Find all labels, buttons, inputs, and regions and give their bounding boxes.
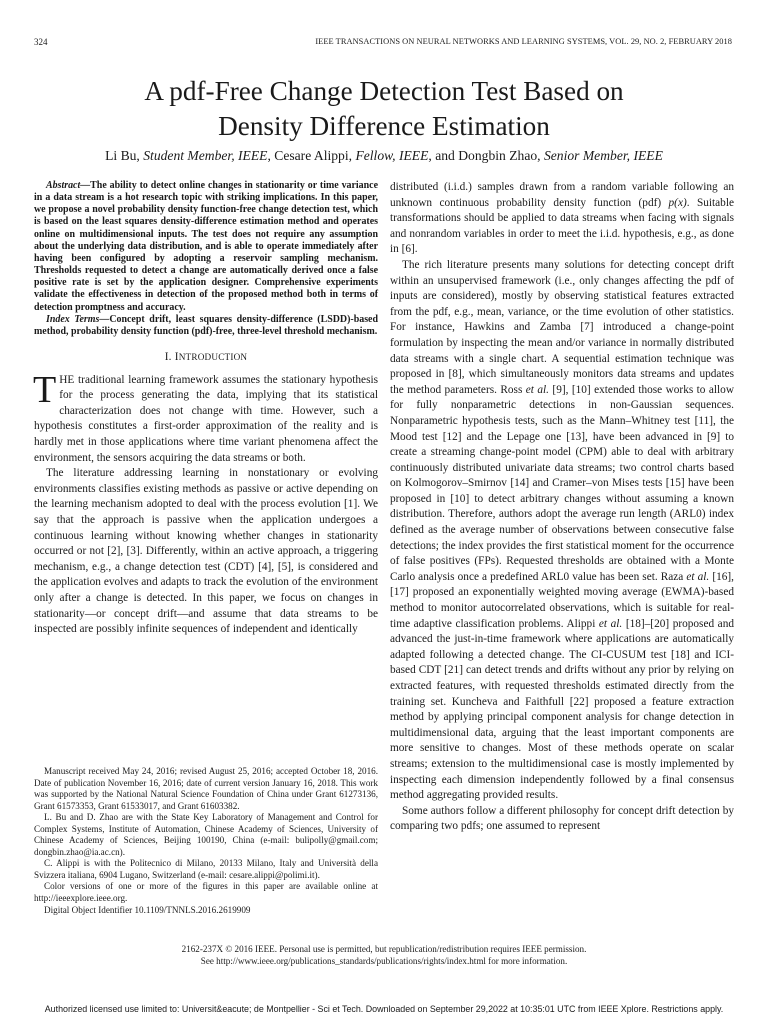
journal-header: IEEE TRANSACTIONS ON NEURAL NETWORKS AND LEARNING SYSTEMS, VOL. 29, NO. 2, FEBRUARY 2018: [315, 37, 732, 46]
math-px: p(x): [668, 196, 687, 209]
footnote-affiliation-1: L. Bu and D. Zhao are with the State Key Laboratory of Management and Control for Complex Systems, Institute of Automation, Chinese Academy of Sciences, University of Chinese Academy of Sciences, Beijing 100190, China (e-mail: bulipolly@gmail.com; dongbin.zhao@ia.ac.cn).: [34, 812, 378, 857]
abstract-text: The ability to detect online changes in stationarity or time variance in a data stream is a hot research topic with striking implications. In this paper, we propose a novel probability density function-free change detection test, which is based on the least squares density-difference estimation method and operates online on multidimensional inputs. The test does not require any assumption about the underlying data distribution, and is able to operate immediately after having been configured by adopting a reservoir sampling mechanism. Thresholds requested to detect a change are automatically derived once a false positive rate is set by the application designer. Comprehensive experiments validate the effectiveness in detection of the proposed method both in terms of detection promptness and accuracy.: [34, 180, 378, 313]
page-number: 324: [34, 37, 48, 47]
section-number: I.: [164, 351, 172, 364]
left-column: [34, 180, 378, 638]
right-p2-text-a: The rich literature presents many solutions for detecting concept drift within an unsupervised framework (i.e., only changes affecting the pdf of inputs are considered), mostly by observing statistical features extracted from the pdf, e.g., mean, variance, or the time evolution of other statistics. For instance, Hawkins and Zamba [7] introduced a change-point formulation by inspecting the mean and/or variance in normally distributed data streams with a single chart. A sequential estimation technique was proposed in [8], which simultaneously monitors data streams and updates the method parameters. Ross: [390, 258, 734, 396]
author-2: , Cesare Alippi,: [267, 148, 353, 163]
right-p1-text-b: . Suitable transformations should be applied to data streams when facing with signals and nonrandom variables in order to meet the i.i.d. hypothesis, e.g., as done in [6].: [390, 196, 734, 256]
right-paragraph-1: [390, 180, 734, 258]
footnote-doi: Digital Object Identifier 10.1109/TNNLS.2016.2619909: [44, 904, 251, 915]
et-al: et al.: [598, 617, 623, 630]
section-heading-introduction: [34, 350, 378, 366]
index-terms-label: Index Terms—: [46, 313, 110, 325]
right-paragraph-2: [390, 258, 734, 804]
copyright-notice: [34, 943, 734, 967]
copyright-line-2: See http://www.ieee.org/publications_standards/publications/rights/index.html for more information.: [200, 956, 568, 966]
right-p2-text-b: [9], [10] extended those works to allow for fully nonparametric detections in non-Gaussian sequences. Nonparametric hypothesis tests, such as the Mann–Whitney test [11], the Mood test [12] and the Lepage one [13], have been advanced in [9] to create a streaming change-point model (CPM) able to deal with arbitrary continuously distributed univariate data streams; two control charts based on Kolmogorov–Smirnov [14] and Cramer–von Mises tests [15] have been proposed in [10] to detect arbitrary changes without assuming a known distribution. Therefore, authors adopt the average run length (ARL0) index defined as the average number of observations between consecutive false detections; the index provides the first statistical moment for the occurrence of false positives (FPs). Requested thresholds are obtained with a Monte Carlo analysis once a predefined ARL0 value has been set. Raza: [390, 383, 734, 583]
intro-paragraph-1: [33, 368, 378, 467]
copyright-line-1: 2162-237X © 2016 IEEE. Personal use is permitted, but republication/redistribution requires IEEE permission.: [181, 944, 587, 954]
author-3: , and Dongbin Zhao,: [428, 148, 541, 163]
drop-cap: T: [33, 368, 57, 411]
section-title-rest: NTRODUCTION: [178, 352, 248, 363]
right-p2-text-c: [16], [17] proposed an exponentially weighted moving average (EWMA)-based method to monitor autocorrelated observations, which is suitable for real-time adaptive classification problems. Alippi: [390, 570, 734, 630]
author-2-role: Fellow, IEEE: [355, 148, 429, 163]
abstract-label: Abstract—: [46, 180, 91, 191]
right-paragraph-3: Some authors follow a different philosophy for concept drift detection by comparing two pdfs; one assumed to represent: [390, 804, 734, 833]
right-p1-text-a: distributed (i.i.d.) samples drawn from a random variable following an unknown continuous probability density function (pdf): [390, 181, 734, 209]
author-1: Li Bu,: [105, 148, 140, 163]
title-line-1: A pdf-Free Change Detection Test Based on: [144, 76, 624, 106]
et-al: et al.: [525, 383, 549, 396]
author-3-role: Senior Member, IEEE: [543, 148, 663, 163]
intro-paragraph-1-text: HE traditional learning framework assumes the stationary hypothesis for the process generating the data, implying that its statistical characterization does not change with time. However, such a hypothesis constitutes a first-order approximation of the reality and is hardly met in those applications where time variant phenomena affect the environment, the sensors acquiring the data streams or both.: [34, 373, 378, 464]
index-terms-text: Concept drift, least squares density-difference (LSDD)-based method, probability density function (pdf)-free, three-level threshold mechanism.: [34, 313, 378, 337]
intro-paragraph-2: The literature addressing learning in nonstationary or evolving environments classifies existing methods as passive or active depending on the learning mechanism adopted to deal with the process evolution [1]. We say that the approach is passive when the application undergoes a continuous learning without knowing whether changes in stationarity occurred or not [2], [3]. Differently, within an active approach, a triggering mechanism, e.g., a change detection test (CDT) [4], [5], is considered and the application evolves and adapts to track the evolution of the environment only after a change is detected. In this paper, we focus on changes in stationarity—or concept drift—and assume that data streams to be inspected are possibly infinite sequences of independent and identically: [34, 467, 378, 636]
footnotes: [34, 766, 378, 916]
et-al: et al.: [686, 570, 710, 583]
index-terms: [34, 314, 378, 338]
author-1-role: Student Member, IEEE: [143, 148, 268, 163]
abstract: [34, 180, 378, 314]
right-column: [390, 180, 734, 835]
footnote-manuscript: Manuscript received May 24, 2016; revised August 25, 2016; accepted October 18, 2016. Date of publication November 16, 2016; date of current version January 16, 2018. This work was supported by the National Natural Science Foundation of China under Grant 61273136, Grant 61573353, Grant 61533017, and Grant 61603382.: [34, 766, 378, 811]
right-p2-text-d: [18]–[20] proposed and advanced the just-in-time framework where applications are automatically adapted following a detected change. The CI-CUSUM test [18] and ICI-based CDT [21] can detect trends and drifts without any prior by relying on extracted features, with requested thresholds estimated directly from the training set. Kuncheva and Faithfull [22] proposed a feature extraction method by applying principal component analysis for change detection in multidimensional data, arguing that the least important components are more sensitive to changes. Most of these methods operate on scalar streams; extension to the multidimensional case is mostly implemented by inspecting each dimension independently followed by a final consensus method aggregating provided results.: [390, 617, 734, 802]
paper-title: [40, 74, 728, 144]
section-title-first-letter: I: [174, 351, 179, 364]
author-list: [40, 148, 728, 164]
authorized-use-footer: Authorized licensed use limited to: Universit&eacute; de Montpellier - Sci et Tech. Downloaded on September 29,2022 at 10:35:01 UTC from IEEE Xplore. Restrictions apply.: [44, 1004, 724, 1014]
title-line-2: Density Difference Estimation: [218, 111, 550, 141]
footnote-color: Color versions of one or more of the figures in this paper are available online at http://ieeexplore.ieee.org.: [34, 881, 378, 904]
footnote-affiliation-2: C. Alippi is with the Politecnico di Milano, 20133 Milano, Italy and Università della Svizzera italiana, 6904 Lugano, Switzerland (e-mail: cesare.alippi@polimi.it).: [34, 858, 378, 880]
